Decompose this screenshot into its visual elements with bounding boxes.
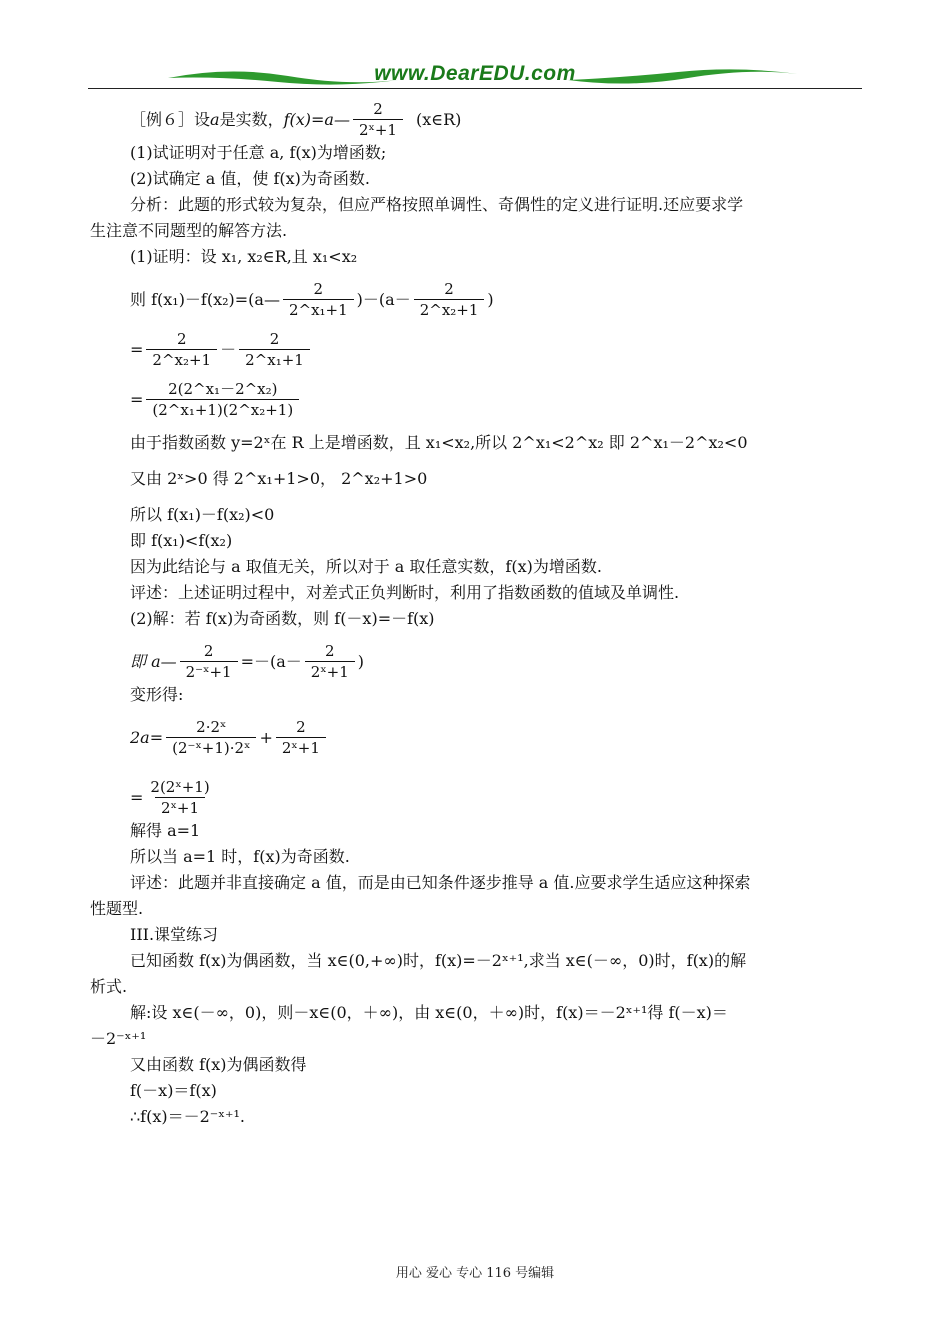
so-line-2: 即 f(x₁)<f(x₂) [130, 531, 233, 550]
transform-line: 变形得: [130, 685, 184, 704]
example-label: ［例６］设 [130, 110, 211, 129]
solution-line-b: －2⁻ˣ⁺¹ [90, 1029, 147, 1048]
domain: (x∈R) [415, 110, 462, 129]
so-line-3: 所以当 a=1 时，f(x)为奇函数. [130, 847, 350, 866]
proof-step-3: = $\frac{\text{2(2\textasciicircum{}x₁－2\textasciicircum{}x₂)}}{\text{(2\textasciicircum{}x₁+1)(2\textasciicircum{}x₂+1)}}$ [90, 380, 860, 420]
page-header [88, 60, 862, 92]
exercise-line-a: 已知函数 f(x)为偶函数，当 x∈(0,+∞)时，f(x)=－2ˣ⁺¹,求当 x∈(－∞，0)时，f(x)的解 [130, 951, 747, 970]
comment-line-1: 评述：上述证明过程中，对差式正负判断时，利用了指数函数的值域及单调性. [130, 583, 680, 602]
site-logo-text: www.DearEDU.com [374, 62, 576, 85]
green-wave-right [568, 64, 798, 90]
comment-line-2a: 评述：此题并非直接确定 a 值，而是由已知条件逐步推导 a 值.应要求学生适应这种探索 [130, 873, 751, 892]
analysis-line-1: 分析：此题的形式较为复杂，但应严格按照单调性、奇偶性的定义进行证明.还应要求学 [130, 195, 744, 214]
solution-line-a: 解:设 x∈(－∞，0)，则－x∈(0，＋∞)，由 x∈(0，＋∞)时，f(x)＝－2ˣ⁺¹得 f(－x)＝ [130, 1003, 728, 1022]
var-a: a [210, 110, 220, 129]
content [90, 100, 860, 1130]
function-def: f(x)=a— [283, 110, 350, 129]
solve-line: 解得 a=1 [130, 821, 201, 840]
comment-line-2b: 性题型. [90, 899, 144, 918]
odd-equation: 即 a— $\frac{2}{\text{2⁻ˣ+1}}$ =－(a－ $\frac{2}{\text{2ˣ+1}}$ ) [130, 642, 365, 681]
question-2: (2)试确定 a 值，使 f(x)为奇函数. [130, 169, 370, 188]
solution-line-c: 又由函数 f(x)为偶函数得 [130, 1055, 307, 1074]
part-2-line: (2)解：若 f(x)为奇函数，则 f(－x)=－f(x) [130, 609, 435, 628]
solution-line-d: f(－x)＝f(x) [130, 1081, 217, 1100]
example-text: 是实数， [219, 110, 284, 129]
proof-step-2: = $\frac{2}{\text{2\textasciicircum{}x₂+1}}$ － $\frac{2}{\text{2\textasciicircum{}x₁+1}}$ [90, 330, 860, 370]
exercise-line-b: 析式. [90, 977, 128, 996]
question-1: (1)试证明对于任意 a, f(x)为增函数; [130, 143, 387, 162]
conclusion-line: 因为此结论与 a 取值无关，所以对于 a 取任意实数，f(x)为增函数. [130, 557, 602, 576]
simplified-equation: = $\frac{\text{2(2ˣ+1)}}{\text{2ˣ+1}}$ [130, 778, 210, 817]
so-line-1: 所以 f(x₁)－f(x₂)<0 [130, 505, 275, 524]
fraction: $\frac{2}{\text{2ˣ+1}}$ [353, 100, 403, 140]
solution-line-e: ∴f(x)＝－2⁻ˣ⁺¹. [130, 1107, 245, 1126]
analysis-line-2: 生注意不同题型的解答方法. [90, 221, 288, 240]
positive-line: 又由 2ˣ>0 得 2^x₁+1>0， 2^x₂+1>0 [130, 469, 428, 488]
proof-step-1: 则 f(x₁)－f(x₂)=(a— $\frac{2}{\text{2\textasciicircum{}x₁+1}}$ )－(a－ $\frac{2}{\text{2\textasciicircum{}x₂+1}}$ ) [130, 280, 494, 319]
page-footer: 用心 爱心 专心 116 号编辑 [395, 1266, 555, 1281]
section-3-heading: III.课堂练习 [130, 925, 219, 944]
header-rule [88, 88, 862, 89]
transform-equation: 2a= $\frac{\text{2·2ˣ}}{\text{(2⁻ˣ+1)·2ˣ}}$ + $\frac{2}{\text{2ˣ+1}}$ [90, 718, 860, 758]
example-6-line [90, 100, 860, 140]
monotonic-line: 由于指数函数 y=2ˣ在 R 上是增函数，且 x₁<x₂,所以 2^x₁<2^x₂ 即 2^x₁－2^x₂<0 [130, 433, 748, 452]
proof-start: (1)证明：设 x₁, x₂∈R,且 x₁<x₂ [130, 247, 358, 266]
